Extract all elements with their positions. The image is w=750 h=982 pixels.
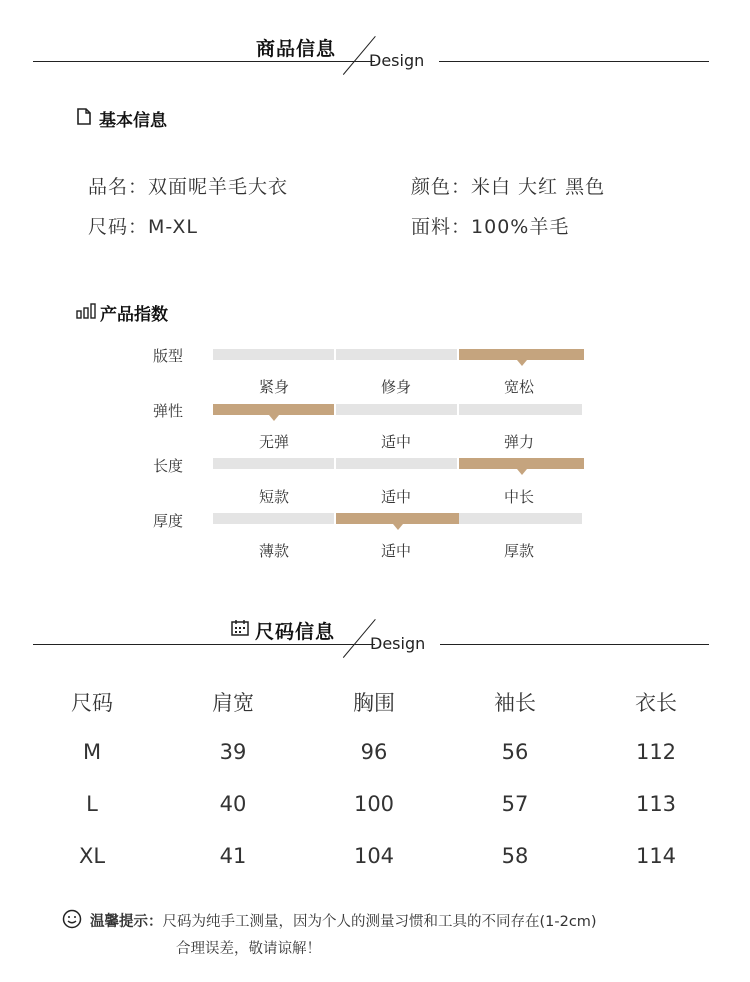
track-divider	[334, 404, 336, 415]
document-icon	[77, 108, 91, 125]
table-header-cell: 肩宽	[212, 691, 254, 715]
color-label: 颜色：	[411, 176, 472, 198]
design-label: Design	[370, 634, 426, 653]
index-option: 无弹	[258, 433, 289, 451]
track-divider	[334, 349, 336, 360]
product-name	[88, 172, 288, 199]
design-label: Design	[369, 51, 425, 70]
table-cell: L	[86, 792, 98, 816]
index-pointer	[269, 415, 279, 421]
tip-line-1	[90, 910, 597, 931]
name-label: 品名：	[88, 176, 149, 198]
calendar-icon	[231, 619, 249, 636]
index-option: 适中	[380, 542, 411, 560]
table-cell: 96	[360, 740, 388, 764]
fabric-value: 100%羊毛	[471, 216, 570, 238]
index-option: 适中	[380, 433, 411, 451]
table-header-cell: 袖长	[494, 691, 536, 715]
index-option: 薄款	[258, 542, 289, 560]
size-label: 尺码：	[88, 216, 149, 238]
table-cell: 56	[501, 740, 529, 764]
index-option: 宽松	[503, 378, 534, 396]
table-cell: 39	[219, 740, 247, 764]
product-fabric	[411, 212, 569, 239]
track-divider	[334, 458, 336, 469]
divider-line-left	[33, 61, 375, 62]
table-cell: 57	[501, 792, 529, 816]
index-pointer	[393, 524, 403, 530]
index-selected-segment	[459, 349, 584, 360]
table-cell: M	[82, 740, 102, 764]
table-cell: 58	[501, 844, 529, 868]
table-cell: 40	[219, 792, 247, 816]
table-cell: 112	[635, 740, 677, 764]
table-cell: 114	[635, 844, 677, 868]
color-value: 米白 大红 黑色	[471, 176, 606, 198]
index-selected-segment	[459, 458, 584, 469]
divider-line-left	[33, 644, 375, 645]
index-row-label: 长度	[153, 457, 184, 475]
section-title: 商品信息	[256, 38, 337, 60]
index-pointer	[517, 469, 527, 475]
tip-line-2: 合理误差，敬请谅解！	[176, 941, 321, 957]
track-divider	[457, 404, 459, 415]
index-option: 修身	[380, 378, 411, 396]
name-value: 双面呢羊毛大衣	[148, 176, 289, 198]
table-header-cell: 尺码	[71, 691, 113, 715]
divider-line-right	[440, 644, 709, 645]
fabric-label: 面料：	[411, 216, 472, 238]
section-title: 尺码信息	[255, 621, 336, 643]
table-header-cell: 衣长	[635, 691, 677, 715]
table-cell: XL	[78, 844, 106, 868]
product-color	[411, 172, 605, 199]
index-option: 厚款	[503, 542, 534, 560]
index-option: 中长	[503, 488, 534, 506]
basic-info-title: 基本信息	[99, 111, 167, 131]
index-row-label: 弹性	[153, 402, 184, 420]
bar-chart-icon	[76, 303, 96, 319]
index-selected-segment	[213, 404, 334, 415]
index-option: 适中	[380, 488, 411, 506]
table-header-cell: 胸围	[353, 691, 395, 715]
product-size	[88, 212, 198, 239]
table-cell: 104	[353, 844, 395, 868]
index-selected-segment	[336, 513, 459, 524]
index-option: 紧身	[258, 378, 289, 396]
table-cell: 100	[353, 792, 395, 816]
index-option: 短款	[258, 488, 289, 506]
size-value: M-XL	[148, 216, 198, 238]
tip-text: 尺码为纯手工测量，因为个人的测量习惯和工具的不同存在(1-2cm)	[162, 914, 597, 930]
tip-label: 温馨提示：	[90, 914, 163, 930]
index-option: 弹力	[503, 433, 534, 451]
index-row-label: 厚度	[153, 512, 184, 530]
product-index-title: 产品指数	[100, 305, 168, 325]
index-pointer	[517, 360, 527, 366]
divider-line-right	[439, 61, 709, 62]
table-cell: 41	[219, 844, 247, 868]
table-cell: 113	[635, 792, 677, 816]
index-row-label: 版型	[153, 347, 184, 365]
smile-icon	[62, 909, 82, 929]
